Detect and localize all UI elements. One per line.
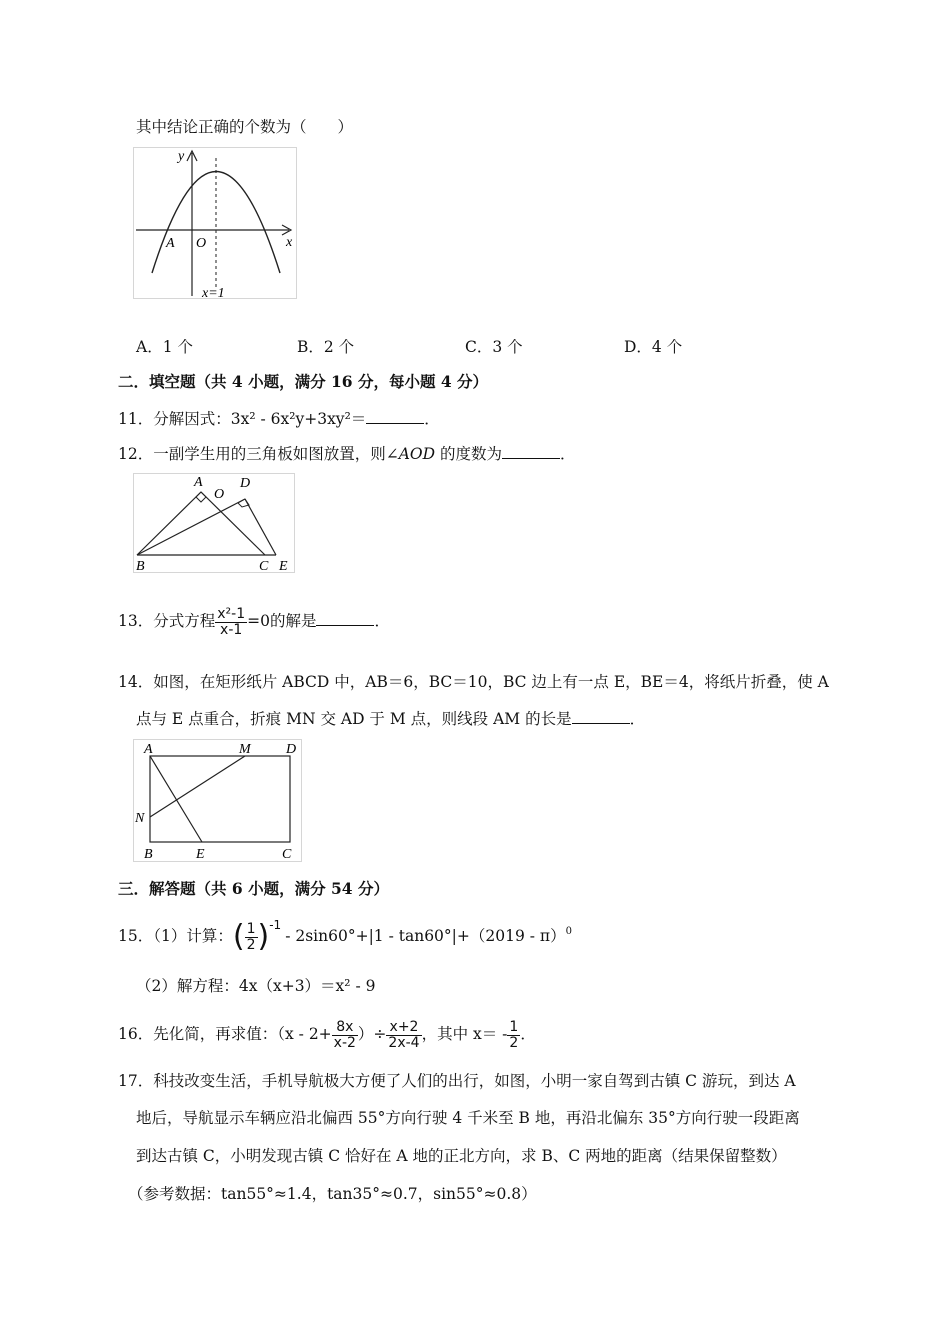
q12-number: 12． [118,445,154,463]
question-17-line-2: 地后，导航显示车辆应沿北偏西 55°方向行驶 4 千米至 B 地，再沿北偏东 35°方向行驶一段距离 [136,1109,800,1127]
q12-end: ． [560,445,576,463]
q11-text: 分解因式：3x² - 6x²y+3xy²＝ [153,410,367,428]
label-a: A [144,742,153,757]
q15-part-1-rest: - 2sin60°+|1 - tan60°|+（2019 - π） [285,927,566,945]
q15-fraction-denominator: 2 [246,936,256,953]
q14-end: ． [629,710,646,728]
question-15-part-2: （2）解方程：4x（x+3）＝x² - 9 [136,977,376,995]
label-a: A [194,475,203,490]
q13-post: =0的解是 [247,612,317,630]
q17-line-1-text: 科技改变生活，手机导航极大方便了人们的出行，如图，小明一家自驾到古镇 C 游玩，到达 A [153,1072,796,1090]
right-angle-a [196,492,206,502]
section-2-title: 二．填空题（共 4 小题，满分 16 分，每小题 4 分） [118,372,489,391]
q16-mid: ）÷ [357,1025,387,1043]
label-e: E [196,847,205,861]
right-angle-d [238,499,249,507]
question-14-line-2 [136,709,645,729]
label-o: O [214,487,225,502]
q14-number: 14． [118,673,154,691]
q13-pre: 分式方程 [153,612,216,630]
side-ab [137,492,201,555]
q13-fraction [215,607,247,638]
q16-fraction-3-numerator: 1 [509,1018,519,1035]
q12-answer-blank [502,444,560,459]
q12-angle: AOD [398,445,436,463]
q10-parabola-figure [133,147,297,299]
question-12 [118,444,576,464]
q10-tail-text: 其中结论正确的个数为（ ） [136,118,354,136]
question-13 [118,603,390,639]
label-e: E [279,559,288,572]
q15-exponent-zero: 0 [565,926,572,937]
q15-fraction-numerator: 1 [246,920,256,937]
side-de [245,499,276,555]
label-c: C [282,847,292,861]
label-d: D [240,476,251,491]
q16-end: ． [520,1025,536,1043]
option-c: C．3 个 [465,338,523,356]
question-14-line-1 [118,672,829,692]
q13-fraction-denominator: x-1 [220,621,243,638]
q16-fraction-2-numerator: x+2 [386,1020,421,1036]
q14-line-2-text: 点与 E 点重合，折痕 MN 交 AD 于 M 点，则线段 AM 的长是 [136,710,572,728]
q15-right-paren: ) [257,919,270,954]
set-squares-graph [134,474,294,572]
segment-ae [150,756,202,842]
q16-fraction-2-denominator: 2x-4 [388,1034,420,1051]
parabola-graph [134,148,296,298]
q16-fraction-1-denominator: x-2 [333,1034,356,1051]
q16-fraction-2 [386,1020,421,1051]
label-c: C [259,559,269,572]
q12-triangle-figure [133,473,295,573]
label-n: N [135,811,145,826]
label-x: x [286,235,293,250]
option-d: D．4 个 [624,338,683,356]
q11-answer-blank [366,409,424,424]
q11-number: 11． [118,410,154,428]
q13-fraction-numerator: x²-1 [217,605,246,622]
label-y: y [178,149,185,164]
q13-end: ． [374,612,390,630]
option-b: B．2 个 [297,338,355,356]
section-3-title: 三．解答题（共 6 小题，满分 54 分） [118,879,389,898]
question-11 [118,409,440,429]
question-17-line-1 [118,1071,796,1091]
q13-number: 13． [118,612,154,630]
q14-answer-blank [572,709,630,724]
rectangle-abcd [150,756,290,842]
side-ac [201,492,265,555]
label-o: O [196,236,207,251]
q16-fraction-3-denominator: 2 [509,1034,519,1051]
label-b: B [136,559,145,572]
question-17-line-3: 到达古镇 C，小明发现古镇 C 恰好在 A 地的正北方向，求 B、C 两地的距离（结果保留整数） [136,1147,787,1165]
fold-line-mn [150,756,245,817]
side-bd [137,499,245,555]
q16-post: ，其中 x＝ - [421,1025,508,1043]
q16-fraction-3 [507,1020,520,1051]
question-15-part-1 [118,918,572,954]
parabola-curve [152,172,280,274]
q16-pre: 先化简，再求值：（x - 2+ [153,1025,332,1043]
label-a: A [166,236,175,251]
q15-exponent: -1 [269,918,282,932]
q12-text-pre: 一副学生用的三角板如图放置，则∠ [153,445,399,463]
q15-number: 15． [118,927,154,945]
label-b: B [144,847,153,861]
q16-fraction-1 [332,1020,358,1051]
q16-fraction-1-numerator: 8x [332,1020,358,1036]
q15-fraction [245,922,258,953]
label-x-equals-1: x=1 [202,286,225,298]
option-a: A．1 个 [136,338,193,356]
q15-part-1-label: （1）计算： [153,927,233,945]
question-16 [118,1014,536,1054]
question-17-line-4: （参考数据：tan55°≈1.4，tan35°≈0.7，sin55°≈0.8） [128,1185,537,1203]
q14-rectangle-figure [133,739,302,862]
label-d: D [286,742,297,757]
label-m: M [239,742,251,757]
q13-answer-blank [316,611,374,626]
q17-number: 17． [118,1072,154,1090]
q15-left-paren: ( [232,919,245,954]
q11-end: ． [424,410,440,428]
q16-number: 16． [118,1025,154,1043]
rectangle-fold-graph [134,740,301,861]
q12-text-post: 的度数为 [435,445,502,463]
q14-line-1-text: 如图，在矩形纸片 ABCD 中，AB＝6，BC＝10，BC 边上有一点 E，BE＝4，将纸片折叠，使 A [153,673,829,691]
